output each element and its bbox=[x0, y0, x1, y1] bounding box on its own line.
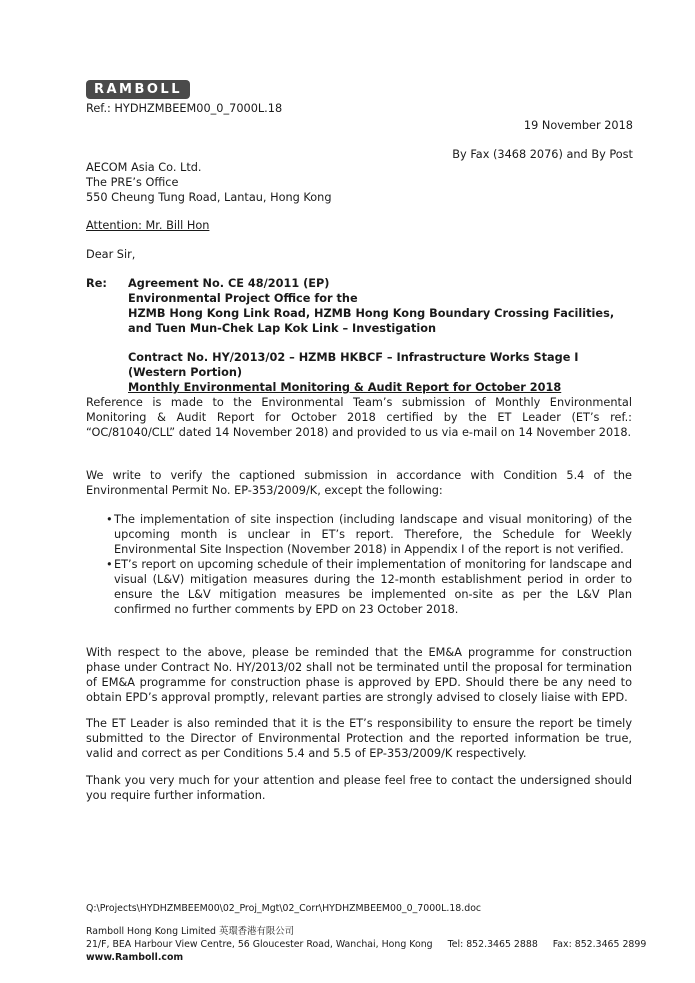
company-footer bbox=[86, 925, 646, 964]
bullet-glyph: • bbox=[106, 513, 113, 526]
re-label: Re: bbox=[86, 277, 107, 290]
company-telephone: Tel: 852.3465 2888 bbox=[447, 939, 538, 950]
re-agreement: Agreement No. CE 48/2011 (EP) bbox=[128, 277, 330, 290]
re-project-office: Environmental Project Office for the bbox=[128, 292, 358, 305]
paragraph-em-a-programme: With respect to the above, please be reminded that the EM&A programme for construction phase under Contract No. HY/2013/02 shall not be terminated until the proposal for termination of EM&A programme for construction phase is approved by EPD. Should there be any need to obtain EPD’s approval promptly, relevant parties are strongly advised to closely liaise with EPD. bbox=[86, 646, 632, 704]
addressee-block bbox=[86, 160, 332, 205]
exceptions-list bbox=[86, 512, 632, 617]
paragraph-verification: We write to verify the captioned submission in accordance with Condition 5.4 of the Environmental Permit No. EP-353/2009/K, except the following: bbox=[86, 469, 632, 497]
file-path: Q:\Projects\HYDHZMBEEM00\02_Proj_Mgt\02_Corr\HYDHZMBEEM00_0_7000L.18.doc bbox=[86, 903, 482, 914]
re-project-title: HZMB Hong Kong Link Road, HZMB Hong Kong Boundary Crossing Facilities, and Tuen Mun-Chek Lap Kok Link – Investigation bbox=[128, 307, 615, 335]
exception-site-inspection: The implementation of site inspection (including landscape and visual monitoring) of the upcoming month is unclear in ET’s report. Therefore, the Schedule for Weekly Environmental Site Inspection (November 2018) in Appendix I of the report is not verified. bbox=[114, 513, 632, 556]
attention-line: Attention: Mr. Bill Hon bbox=[86, 219, 210, 232]
list-item bbox=[86, 512, 632, 557]
exception-lv-monitoring: ET’s report on upcoming schedule of their implementation of monitoring for landscape and visual (L&V) mitigation measures during the 12-month establishment period in order to ensure the L&V mitigation measures be implemented on-site as per the L&V Plan confirmed no further comments by EPD on 23 October 2018. bbox=[114, 558, 632, 616]
company-fax: Fax: 852.3465 2899 bbox=[552, 939, 647, 950]
addressee-company: AECOM Asia Co. Ltd. bbox=[86, 161, 202, 174]
bullet-glyph: • bbox=[106, 558, 113, 571]
company-name-chinese: 英環香港有限公司 bbox=[218, 926, 294, 937]
letter-date: 19 November 2018 bbox=[523, 119, 633, 132]
addressee-address: 550 Cheung Tung Road, Lantau, Hong Kong bbox=[86, 191, 332, 204]
ramboll-logo: RAMBOLL bbox=[86, 80, 190, 99]
paragraph-reference: Reference is made to the Environmental Team’s submission of Monthly Environmental Monitoring & Audit Report for October 2018 certified by the ET Leader (ET’s ref.: “OC/81040/CLL” dated 14 November 2018) and provided to us via e-mail on 14 November 2018. bbox=[86, 396, 632, 439]
company-website[interactable]: www.Ramboll.com bbox=[86, 952, 184, 963]
paragraph-closing: Thank you very much for your attention and please feel free to contact the undersigned should you require further information. bbox=[86, 774, 632, 802]
paragraph-et-leader-reminder: The ET Leader is also reminded that it is the ET’s responsibility to ensure the report be timely submitted to the Director of Environmental Protection and the reported information be true, valid and correct as per Conditions 5.4 and 5.5 of EP-353/2009/K respectively. bbox=[86, 717, 632, 760]
re-report-title: Monthly Environmental Monitoring & Audit Report for October 2018 bbox=[128, 381, 562, 394]
salutation: Dear Sir, bbox=[86, 248, 136, 261]
re-subject-block bbox=[128, 276, 632, 395]
company-name: Ramboll Hong Kong Limited bbox=[86, 926, 216, 937]
list-item bbox=[86, 557, 632, 617]
delivery-method: By Fax (3468 2076) and By Post bbox=[452, 148, 633, 161]
reference-number: Ref.: HYDHZMBEEM00_0_7000L.18 bbox=[86, 102, 283, 115]
company-address: 21/F, BEA Harbour View Centre, 56 Gloucester Road, Wanchai, Hong Kong bbox=[86, 939, 433, 950]
re-contract: Contract No. HY/2013/02 – HZMB HKBCF – Infrastructure Works Stage I (Western Portion) bbox=[128, 351, 579, 379]
addressee-office: The PRE’s Office bbox=[86, 176, 179, 189]
